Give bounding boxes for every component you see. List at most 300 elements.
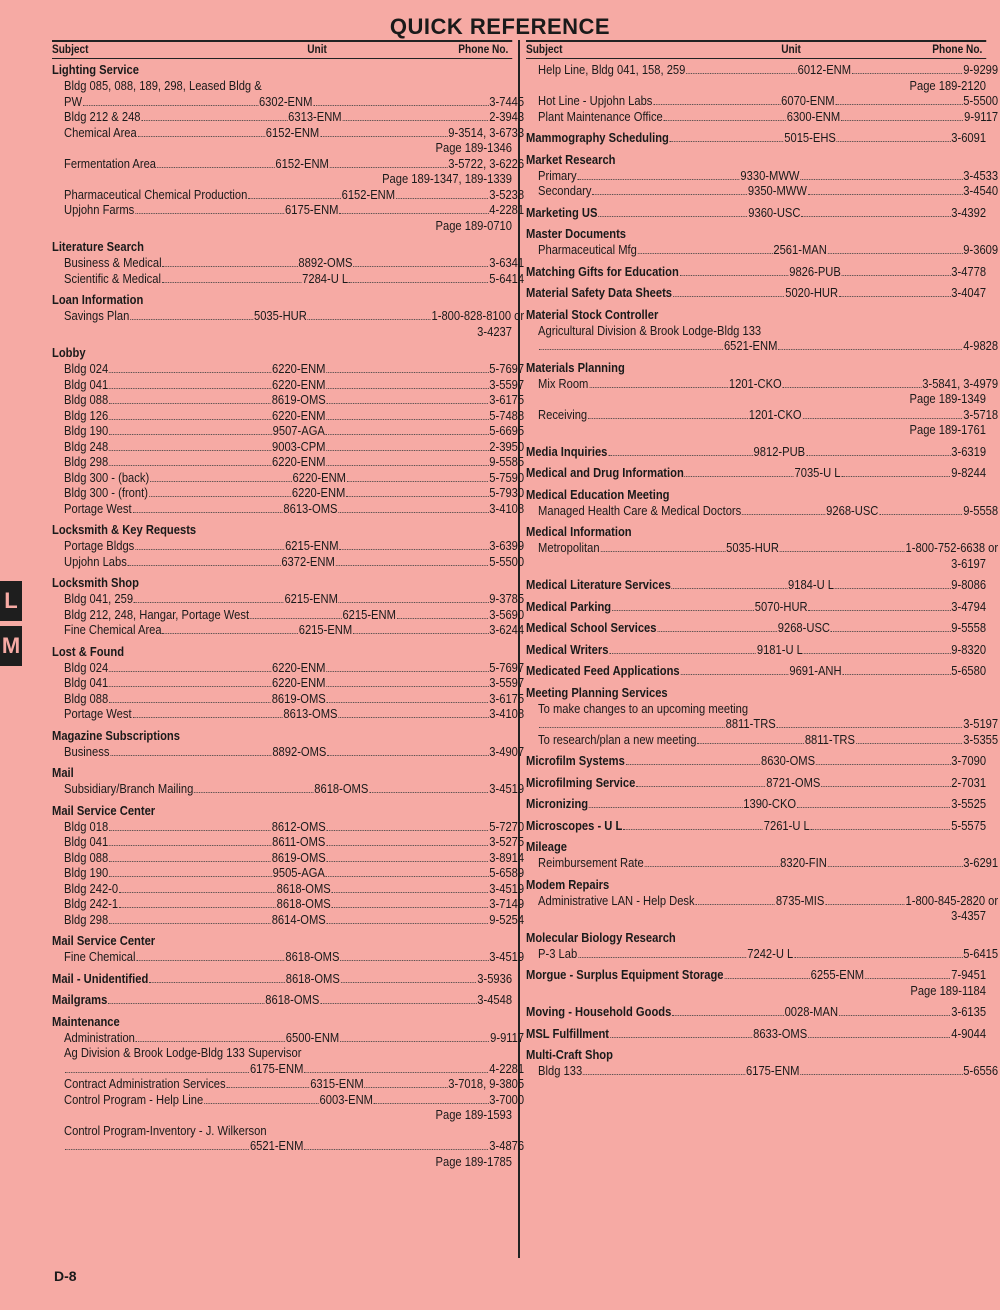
dot-leader: [327, 755, 488, 756]
entry-label: Hot Line - Upjohn Labs: [538, 93, 653, 108]
directory-entry: [52, 361, 524, 377]
section-heading: Maintenance: [52, 1013, 120, 1029]
dot-leader: [109, 372, 271, 373]
entry-phone: 3-5275: [489, 834, 525, 849]
directory-section: [52, 239, 525, 286]
section-heading: Material Safety Data Sheets: [526, 285, 673, 300]
entry-label: Bldg 041: [64, 834, 109, 849]
dot-leader: [577, 179, 739, 180]
entry-unit: 8613-OMS: [283, 706, 338, 721]
entry-phone: 3-4047: [951, 285, 987, 300]
entry-phone: 3-6244: [489, 622, 525, 637]
section-heading: Master Documents: [526, 226, 627, 241]
directory-section: [526, 1047, 999, 1079]
dot-leader: [135, 549, 284, 550]
dot-leader: [327, 702, 489, 703]
page-reference: Page 189-1761: [909, 422, 986, 437]
dot-leader: [248, 198, 341, 199]
dot-leader: [204, 1103, 319, 1104]
directory-entry: [526, 338, 998, 354]
dot-leader: [396, 198, 489, 199]
entry-phone: 5-5500: [489, 553, 525, 569]
dot-leader: [804, 653, 951, 654]
dot-leader: [108, 1003, 264, 1004]
entry-phone: 5-6695: [489, 423, 525, 438]
entry-unit: 7035-U L: [794, 465, 841, 480]
directory-section: [52, 292, 525, 339]
dot-leader: [110, 755, 271, 756]
entry-phone: 3-6341: [489, 255, 525, 270]
entry-label: Bldg 242-0: [64, 880, 119, 896]
entry-unit: 6220-ENM: [291, 485, 346, 500]
section-heading: Matching Gifts for Education: [526, 263, 679, 279]
section-heading: Mailgrams: [52, 992, 108, 1007]
entry-unit: 9181-U L: [756, 641, 803, 657]
entry-unit: 9691-ANH: [789, 663, 842, 678]
page-reference: 3-6197: [951, 555, 986, 571]
directory-section: [52, 933, 525, 965]
entry-unit: 8630-OMS: [760, 753, 816, 768]
dot-leader: [109, 434, 272, 435]
directory-section: [526, 306, 999, 354]
directory-entry: [526, 753, 986, 769]
entry-label: Plant Maintenance Office: [538, 108, 663, 124]
section-heading: Market Research: [526, 151, 616, 167]
directory-entry: [52, 109, 524, 125]
dot-leader: [109, 702, 271, 703]
entry-unit: 6152-ENM: [341, 186, 396, 202]
directory-entry: [52, 834, 524, 850]
entry-unit: 5015-EHS: [784, 130, 836, 145]
dot-leader: [109, 403, 271, 404]
page-reference: Page 189-1184: [910, 982, 986, 998]
entry-unit: 6175-ENM: [285, 202, 339, 217]
entry-label: Control Program - Help Line: [64, 1091, 204, 1107]
section-heading: Loan Information: [52, 292, 144, 307]
directory-entry: [526, 285, 986, 301]
entry-label: Bldg 018: [64, 818, 109, 834]
dot-leader: [109, 671, 271, 672]
entry-unit: 6215-ENM: [284, 591, 338, 606]
directory-section: [526, 577, 986, 593]
directory-section: [526, 967, 986, 983]
directory-entry: [52, 622, 524, 638]
dot-leader: [828, 253, 963, 254]
entry-label: Pharmaceutical Mfg: [538, 242, 637, 257]
directory-entry: [52, 660, 524, 676]
entry-phone: 1-800-828-8100 or: [431, 308, 525, 323]
entry-phone: 4-9828: [963, 338, 999, 353]
section-heading: Material Stock Controller: [526, 306, 659, 322]
entry-phone: 3-4108: [489, 706, 525, 721]
section-heading: Modem Repairs: [526, 876, 610, 892]
entry-label: Bldg 190: [64, 865, 109, 880]
directory-entry: [52, 156, 524, 172]
entry-unit: 8619-OMS: [271, 849, 326, 865]
right-column-header: [526, 40, 986, 59]
dot-leader: [327, 830, 489, 831]
dot-leader: [150, 481, 292, 482]
entry-phone: 5-7590: [489, 469, 525, 485]
entry-unit: 8811-TRS: [804, 731, 855, 747]
dot-leader: [374, 1103, 489, 1104]
directory-entry: [526, 967, 986, 983]
page-reference: Page 189-1349: [909, 391, 986, 406]
entry-label: Managed Health Care & Medical Doctors: [538, 502, 742, 518]
entry-label: Bldg 024: [64, 361, 109, 376]
dot-leader: [588, 418, 748, 419]
entry-phone: 5-6580: [951, 663, 987, 678]
directory-entry: [526, 775, 986, 791]
section-heading: Medicated Feed Applications: [526, 663, 680, 678]
dot-leader: [308, 319, 431, 320]
directory-section: [52, 345, 525, 516]
section-heading: Mail Service Center: [52, 802, 156, 818]
entry-unit: 6220-ENM: [292, 469, 346, 485]
entry-unit: 1201-CKO: [748, 406, 802, 422]
entry-unit: 8614-OMS: [271, 911, 326, 927]
dot-leader: [162, 633, 297, 634]
entry-phone: 3-5597: [489, 376, 525, 392]
directory-section: [526, 130, 986, 146]
dot-leader: [313, 105, 488, 106]
page-title: QUICK REFERENCE: [389, 14, 611, 39]
entry-phone: 9-8244: [951, 465, 987, 480]
entry-phone: 3-6399: [489, 538, 525, 553]
entry-phone: 9-5558: [963, 502, 999, 518]
entry-phone: 5-6556: [963, 1063, 999, 1078]
directory-entry: [52, 501, 524, 517]
entry-phone: 9-8320: [951, 641, 987, 657]
entry-unit: 9812-PUB: [753, 443, 806, 459]
directory-section: [52, 1013, 525, 1170]
entry-phone: 5-5500: [963, 93, 999, 108]
dot-leader: [589, 387, 728, 388]
entry-phone: 9-9117: [490, 1029, 525, 1045]
dot-leader: [369, 792, 488, 793]
section-tab-l[interactable]: L: [0, 581, 22, 621]
entry-label: Bldg 242-1: [64, 896, 119, 911]
directory-entry: [526, 540, 998, 556]
entry-label: To research/plan a new meeting: [538, 731, 697, 747]
dot-leader: [835, 588, 951, 589]
entry-phone: 3-5936: [477, 970, 513, 986]
entry-label: P-3 Lab: [538, 945, 578, 961]
section-heading: Magazine Subscriptions: [52, 727, 180, 743]
entry-unit: 9330-MWW: [740, 167, 800, 183]
directory-entry: [526, 465, 986, 481]
dot-leader: [162, 282, 301, 283]
entry-phone: 3-4778: [951, 263, 987, 279]
entry-label: Bldg 041: [64, 376, 109, 392]
directory-entry: [52, 865, 524, 881]
left-entries: [52, 62, 525, 1169]
directory-entry: [526, 205, 986, 221]
directory-entry: [52, 819, 524, 835]
dot-leader: [636, 786, 765, 787]
dot-leader: [673, 296, 784, 297]
dot-leader: [828, 866, 963, 867]
entry-unit: 6220-ENM: [272, 376, 326, 392]
dot-leader: [347, 481, 489, 482]
directory-entry: [526, 599, 986, 615]
directory-entry: [52, 392, 524, 408]
dot-leader: [327, 861, 489, 862]
directory-entry: [526, 577, 986, 593]
section-heading: Multi-Craft Shop: [526, 1047, 613, 1062]
dot-leader: [583, 1074, 745, 1075]
directory-entry: [526, 818, 986, 834]
directory-section: [526, 663, 986, 679]
directory-entry: [52, 607, 524, 623]
entry-label: Help Line, Bldg 041, 158, 259: [538, 62, 686, 77]
dot-leader: [132, 512, 282, 513]
directory-section: [526, 775, 986, 791]
directory-section: [52, 522, 525, 569]
entry-unit: 6215-ENM: [342, 606, 396, 622]
dot-leader: [672, 588, 788, 589]
entry-phone: 3-5238: [489, 186, 525, 202]
left-column-header: [52, 40, 512, 59]
dot-leader: [670, 141, 784, 142]
right-entries: [526, 62, 999, 1079]
dot-leader: [119, 907, 276, 908]
entry-phone: 4-2281: [489, 202, 525, 217]
entry-label: Bldg 300 - (back): [64, 469, 150, 485]
dot-leader: [821, 786, 950, 787]
dot-leader: [801, 216, 950, 217]
left-column: [52, 40, 525, 1169]
entry-label: Bldg 248: [64, 438, 109, 454]
entry-unit: 8611-OMS: [272, 834, 326, 849]
dot-leader: [837, 141, 951, 142]
entry-phone: 3-5690: [489, 606, 525, 622]
entry-unit: 8618-OMS: [285, 970, 340, 986]
dot-leader: [802, 418, 962, 419]
directory-section: [526, 1026, 986, 1042]
directory-entry: [526, 183, 998, 199]
entry-label: Business & Medical: [64, 255, 162, 270]
section-heading: Microscopes - U L: [526, 817, 623, 833]
directory-entry: [52, 125, 524, 141]
dot-leader: [825, 904, 904, 905]
dot-leader: [109, 845, 271, 846]
entry-phone: 3-4519: [489, 880, 525, 896]
dot-leader: [336, 565, 489, 566]
dot-leader: [304, 1072, 488, 1073]
entry-phone: 3-4519: [489, 781, 525, 796]
entry-unit: 9505-AGA: [272, 865, 325, 880]
phone-header: Phone No.: [932, 44, 983, 56]
section-heading: Microfilm Systems: [526, 753, 625, 768]
dot-leader: [353, 633, 488, 634]
entry-label: Bldg 088: [64, 392, 109, 407]
directory-entry: [52, 308, 524, 324]
entry-phone: 9-9299: [963, 62, 999, 77]
dot-leader: [339, 213, 488, 214]
entry-unit: 6003-ENM: [319, 1091, 373, 1107]
entry-label: Upjohn Labs: [64, 553, 127, 569]
section-heading: Mammography Scheduling: [526, 130, 669, 145]
dot-leader: [326, 419, 488, 420]
entry-phone: 3-5197: [963, 716, 999, 731]
directory-section: [526, 876, 999, 924]
dot-leader: [797, 807, 950, 808]
dot-leader: [397, 618, 489, 619]
directory-section: [526, 285, 986, 301]
entry-label: Fine Chemical Area: [64, 622, 162, 637]
directory-section: [526, 205, 986, 221]
dot-leader: [879, 514, 962, 515]
entry-phone: 9-5558: [951, 620, 987, 635]
entry-label: Administration: [64, 1029, 135, 1045]
entry-description: Ag Division & Brook Lodge-Bldg 133 Supervisor: [64, 1045, 302, 1060]
directory-entry: [52, 912, 524, 928]
entry-unit: 6313-ENM: [288, 109, 342, 124]
entry-label: Metropolitan: [538, 540, 600, 555]
dot-leader: [539, 349, 723, 350]
dot-leader: [326, 465, 488, 466]
entry-unit: 9350-MWW: [747, 183, 807, 198]
dot-leader: [132, 717, 282, 718]
dot-leader: [839, 296, 950, 297]
dot-leader: [539, 727, 725, 728]
entry-unit: 6070-ENM: [781, 93, 835, 108]
entry-unit: 0028-MAN: [784, 1004, 839, 1019]
entry-phone: 3-6091: [951, 130, 987, 145]
dot-leader: [777, 727, 963, 728]
entry-phone: 5-6414: [489, 270, 525, 286]
entry-label: PW: [64, 93, 83, 109]
directory-section: [526, 684, 999, 748]
dot-leader: [327, 403, 489, 404]
entry-unit: 6220-ENM: [272, 407, 326, 423]
directory-section: [526, 151, 999, 199]
entry-label: Fine Chemical: [64, 949, 136, 964]
section-heading: Mail: [52, 765, 74, 780]
directory-section: [52, 992, 512, 1008]
directory-entry: [526, 168, 998, 184]
entry-unit: 6215-ENM: [298, 622, 353, 637]
entry-unit: 9268-USC: [826, 502, 879, 518]
entry-label: Primary: [538, 167, 577, 183]
entry-unit: 8633-OMS: [753, 1025, 808, 1041]
section-heading: Mail Service Center: [52, 933, 156, 948]
directory-entry: [52, 202, 524, 218]
dot-leader: [326, 450, 488, 451]
directory-section: [526, 524, 999, 571]
dot-leader: [839, 1015, 951, 1016]
entry-unit: 6175-ENM: [249, 1060, 304, 1076]
entry-phone: 9-3609: [963, 242, 999, 257]
dot-leader: [326, 671, 488, 672]
directory-section: [52, 765, 525, 797]
entry-phone: 3-7445: [489, 93, 525, 109]
entry-unit: 8613-OMS: [283, 500, 338, 516]
page-reference: Page 189-1347, 189-1339: [382, 171, 512, 186]
section-tab-m[interactable]: M: [0, 626, 22, 666]
entry-label: Portage West: [64, 706, 132, 721]
directory-entry: [52, 423, 524, 439]
section-heading: Lobby: [52, 345, 86, 360]
directory-section: [52, 575, 525, 638]
dot-leader: [134, 602, 284, 603]
entry-unit: 6220-ENM: [272, 454, 326, 469]
directory-section: [526, 753, 986, 769]
dot-leader: [109, 450, 271, 451]
directory-entry: [526, 1063, 998, 1079]
entry-unit: 6500-ENM: [285, 1029, 340, 1045]
section-heading: Medical Literature Services: [526, 577, 671, 592]
directory-section: [52, 971, 512, 987]
page-reference: Page 189-0710: [435, 217, 512, 233]
directory-entry: [526, 716, 998, 732]
dot-leader: [109, 923, 271, 924]
section-heading: Medical Information: [526, 524, 632, 539]
directory-entry: [526, 796, 986, 812]
dot-leader: [600, 551, 725, 552]
entry-unit: 8618-OMS: [276, 880, 331, 896]
dot-leader: [783, 387, 922, 388]
directory-section: [526, 929, 999, 962]
entry-unit: 8892-OMS: [272, 743, 327, 759]
dot-leader: [250, 618, 342, 619]
entry-label: Bldg 133: [538, 1063, 583, 1078]
directory-section: [526, 486, 999, 519]
entry-unit: 7242-U L: [747, 945, 794, 961]
directory-entry: [52, 881, 524, 897]
directory-entry: [526, 407, 998, 423]
entry-phone: 9-5585: [489, 454, 525, 469]
directory-entry: [52, 992, 512, 1008]
dot-leader: [610, 1037, 752, 1038]
dot-leader: [808, 1037, 950, 1038]
entry-phone: 5-7270: [489, 818, 525, 834]
dot-leader: [865, 978, 950, 979]
entry-label: Fermentation Area: [64, 155, 157, 171]
dot-leader: [109, 465, 271, 466]
section-heading: Morgue - Surplus Equipment Storage: [526, 967, 724, 982]
dot-leader: [680, 275, 789, 276]
directory-entry: [526, 893, 998, 909]
dot-leader: [609, 653, 756, 654]
directory-entry: [52, 1092, 524, 1108]
directory-entry: [52, 896, 524, 912]
dot-leader: [645, 866, 780, 867]
dot-leader: [598, 216, 747, 217]
page-reference: 3-4237: [477, 323, 512, 339]
entry-phone: 5-5575: [951, 817, 987, 833]
entry-phone: 9-3785: [489, 591, 525, 606]
directory-entry: [52, 255, 524, 271]
directory-entry: [526, 62, 998, 78]
dot-leader: [157, 167, 275, 168]
entry-phone: 3-6319: [951, 443, 987, 459]
entry-unit: 6220-ENM: [272, 659, 326, 675]
section-heading: Microfilming Service: [526, 774, 636, 790]
entry-label: Bldg 024: [64, 659, 109, 675]
dot-leader: [83, 105, 258, 106]
directory-entry: [526, 642, 986, 658]
entry-phone: 3-4540: [963, 183, 999, 198]
directory-section: [52, 643, 525, 722]
directory-entry: [52, 408, 524, 424]
dot-leader: [162, 266, 297, 267]
entry-phone: 1-800-752-6638 or: [905, 540, 999, 555]
entry-phone: 3-6175: [489, 690, 525, 706]
directory-entry: [52, 591, 524, 607]
entry-unit: 7261-U L: [763, 817, 810, 833]
